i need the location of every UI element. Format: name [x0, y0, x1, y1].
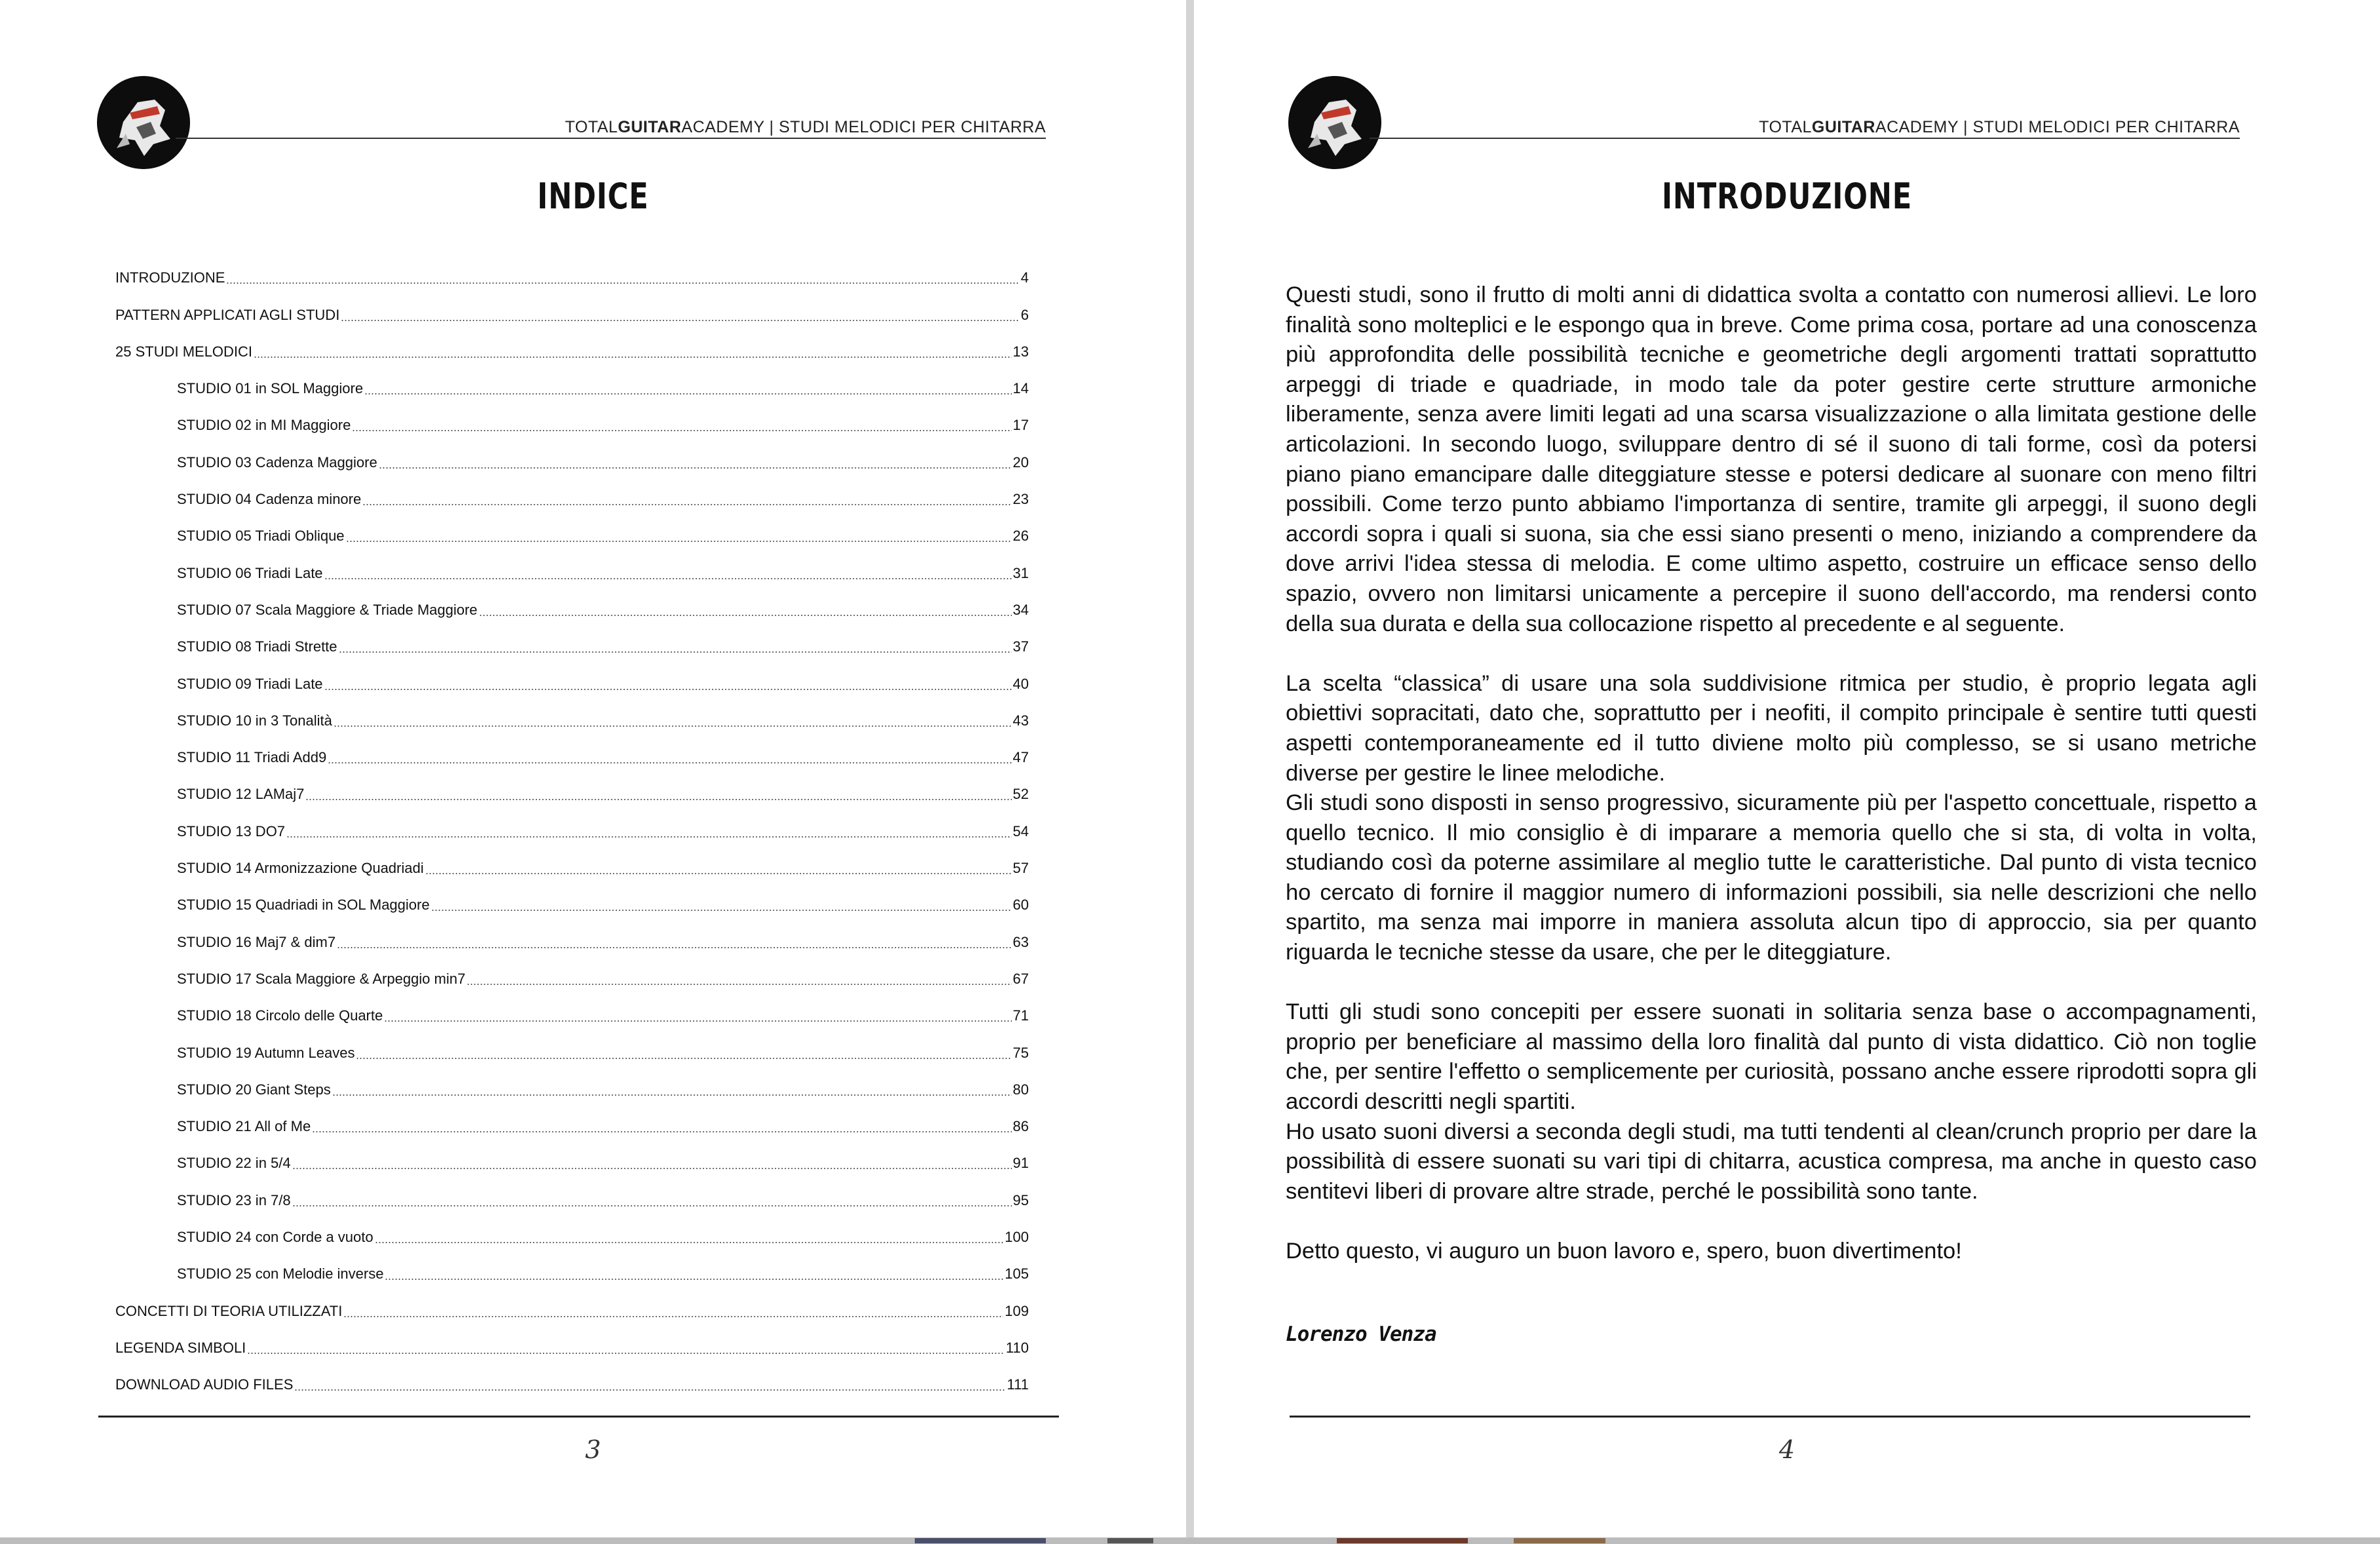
guitar-academy-logo — [1288, 76, 1381, 169]
toc-entry-label: STUDIO 07 Scala Maggiore & Triade Maggiore — [177, 601, 478, 618]
page-number: 4 — [1778, 1435, 1795, 1464]
toc-leader-dots — [324, 689, 1012, 690]
toc-leader-dots — [337, 947, 1011, 948]
toc-entry-label: STUDIO 16 Maj7 & dim7 — [177, 933, 336, 950]
toc-entry-label: STUDIO 13 DO7 — [177, 822, 286, 840]
toc-entry[interactable] — [115, 1292, 1029, 1328]
toc-entry-label: STUDIO 24 con Corde a vuoto — [177, 1229, 374, 1246]
toc-leader-dots — [362, 504, 1011, 505]
author-signature: Lorenzo Venza — [1286, 1322, 1436, 1346]
toc-entry-page: 43 — [1012, 712, 1029, 729]
running-header: TOTALGUITARACADEMY | STUDI MELODICI PER CHITARRA — [565, 118, 1046, 136]
toc-entry[interactable] — [115, 849, 1029, 886]
running-header: TOTALGUITARACADEMY | STUDI MELODICI PER CHITARRA — [1759, 118, 2240, 136]
toc-entry-page: 111 — [1007, 1376, 1029, 1393]
toc-entry[interactable] — [115, 1144, 1029, 1181]
toc-entry-page: 105 — [1005, 1265, 1029, 1283]
toc-entry[interactable] — [115, 1108, 1029, 1144]
toc-entry-page: 23 — [1012, 491, 1029, 508]
toc-entry[interactable] — [115, 923, 1029, 959]
page-title: INTRODUZIONE — [1661, 176, 1912, 217]
toc-entry-label: STUDIO 23 in 7/8 — [177, 1191, 291, 1208]
toc-entry[interactable] — [115, 517, 1029, 554]
toc-entry-page: 37 — [1012, 638, 1029, 655]
toc-entry-label: PATTERN APPLICATI AGLI STUDI — [115, 306, 340, 323]
toc-entry-page: 14 — [1012, 380, 1029, 397]
toc-entry-page: 17 — [1012, 417, 1029, 434]
toc-leader-dots — [356, 1058, 1011, 1059]
toc-entry-page: 63 — [1012, 933, 1029, 950]
toc-leader-dots — [467, 984, 1011, 985]
toc-leader-dots — [328, 762, 1011, 763]
toc-leader-dots — [343, 1316, 1003, 1317]
toc-entry-label: DOWNLOAD AUDIO FILES — [115, 1376, 294, 1393]
toc-leader-dots — [247, 1353, 1005, 1354]
header-rule — [176, 138, 1046, 139]
toc-entry-page: 52 — [1012, 786, 1029, 803]
toc-entry-page: 26 — [1012, 528, 1029, 545]
toc-leader-dots — [346, 541, 1012, 542]
toc-entry-page: 13 — [1012, 343, 1029, 360]
toc-entry[interactable] — [115, 997, 1029, 1033]
toc-entry-page: 86 — [1012, 1118, 1029, 1135]
intro-paragraph: Gli studi sono disposti in senso progressivo, sicuramente più per l'aspetto concettuale, rispetto a quello tecnico. Il mio consiglio è di imparare a memoria quello che si sta, di volta in volta, studiando così da poterne assimilare al meglio tutte le caratteristiche. Dal punto di vista tecnico ho cercato di fornire il maggior numero di informazioni possibili, sia nelle descrizioni che nello spartito, ma senza mai imporre in maniera assoluta alcun tipo di approccio, sia per quanto riguarda le tecniche stesse da usare, che per le diteggiature. — [1286, 790, 2257, 965]
toc-entry-page: 54 — [1012, 822, 1029, 840]
toc-entry[interactable] — [115, 480, 1029, 517]
toc-entry-page: 71 — [1012, 1007, 1029, 1024]
toc-entry[interactable] — [115, 1218, 1029, 1255]
toc-leader-dots — [375, 1242, 1004, 1243]
toc-leader-dots — [226, 282, 1019, 284]
toc-entry-page: 4 — [1020, 269, 1029, 286]
toc-leader-dots — [254, 357, 1011, 358]
toc-entry-page: 34 — [1012, 601, 1029, 618]
toc-entry[interactable] — [115, 960, 1029, 997]
toc-entry-label: LEGENDA SIMBOLI — [115, 1339, 246, 1356]
toc-leader-dots — [305, 799, 1011, 800]
toc-entry-label: STUDIO 01 in SOL Maggiore — [177, 380, 364, 397]
toc-entry-page: 110 — [1005, 1339, 1029, 1356]
page-4[interactable] — [1194, 0, 2380, 1537]
toc-entry-label: STUDIO 21 All of Me — [177, 1118, 311, 1135]
footer-rule — [98, 1416, 1059, 1418]
toc-entry-label: STUDIO 18 Circolo delle Quarte — [177, 1007, 383, 1024]
toc-entry-page: 57 — [1012, 860, 1029, 877]
toc-entry-label: STUDIO 11 Triadi Add9 — [177, 749, 327, 766]
toc-entry-page: 31 — [1012, 564, 1029, 581]
toc-entry-page: 75 — [1012, 1044, 1029, 1061]
toc-entry-label: STUDIO 20 Giant Steps — [177, 1081, 331, 1098]
toc-entry[interactable] — [115, 1181, 1029, 1218]
intro-paragraph: Detto questo, vi auguro un buon lavoro e, spero, buon divertimento! — [1286, 1239, 1962, 1264]
toc-entry-page: 91 — [1012, 1155, 1029, 1172]
toc-entry[interactable] — [115, 1329, 1029, 1366]
toc-entry[interactable] — [115, 443, 1029, 480]
intro-paragraph: Ho usato suoni diversi a seconda degli studi, ma tutti tendenti al clean/crunch proprio per dare la possibilità di essere suonati su vari tipi di chitarra, acustica compresa, ma anche in questo caso sentitevi liberi di provare altre strade, perché le possibilità sono tante. — [1286, 1119, 2257, 1204]
page-title: INDICE — [537, 176, 649, 217]
toc-entry[interactable] — [115, 702, 1029, 739]
toc-entry-label: STUDIO 10 in 3 Tonalità — [177, 712, 332, 729]
toc-entry[interactable] — [115, 333, 1029, 370]
intro-paragraph: Questi studi, sono il frutto di molti anni di didattica svolta a contatto con numerosi allievi. Le loro finalità sono molteplici e le espongo qua in breve. Come prima cosa, portare ad una conoscenza più approfondita delle possibilità tecniche e geometriche degli argomenti trattati soprattutto arpeggi di triade e quadriade, in modo tale da poter gestire certe strutture armoniche liberamente, senza avere limiti legati ad una scarsa visualizzazione o alla limitata gestione delle articolazioni. In secondo luogo, sviluppare dentro di sé il suono di tali forme, così da potersi piano piano emancipare dalle diteggiature stesse e potersi dedicare al suonare con meno filtri possibili. Come terzo punto abbiamo l'importanza di sentire, tramite gli arpeggi, il suono degli accordi sopra i quali si suona, sia che essi siano presenti o meno, iniziando a comprendere da dove arrivi l'idea stessa di melodia. E come ultimo aspetto, costruire un efficace senso dello spazio, ovvero non limitarsi unicamente a percepire il suono dell'accordo, ma rendersi conto della sua durata e della sua collocazione rispetto al precedente e al seguente. — [1286, 282, 2257, 636]
toc-entry[interactable] — [115, 259, 1029, 296]
toc-leader-dots — [384, 1020, 1011, 1022]
toc-leader-dots — [286, 836, 1011, 838]
intro-paragraph: La scelta “classica” di usare una sola suddivisione ritmica per studio, è proprio legata agli obiettivi sopracitati, dato che, soprattutto per i neofiti, il compito principale è sentire tutti questi aspetti contemporaneamente ed il tutto diviene molto più complesso, se si usano metriche diverse per gestire le linee melodiche. — [1286, 670, 2257, 786]
introduction-body — [1286, 280, 2257, 1267]
toc-entry-label: INTRODUZIONE — [115, 269, 225, 286]
toc-entry-label: STUDIO 25 con Melodie inverse — [177, 1265, 384, 1283]
toc-entry-page: 80 — [1012, 1081, 1029, 1098]
toc-leader-dots — [324, 578, 1012, 579]
toc-entry[interactable] — [115, 812, 1029, 849]
toc-entry-page: 100 — [1005, 1229, 1029, 1246]
toc-entry[interactable] — [115, 406, 1029, 443]
toc-entry-label: STUDIO 08 Triadi Strette — [177, 638, 337, 655]
toc-leader-dots — [292, 1205, 1012, 1206]
toc-entry[interactable] — [115, 1033, 1029, 1070]
toc-entry-label: STUDIO 05 Triadi Oblique — [177, 528, 345, 545]
toc-entry-page: 20 — [1012, 454, 1029, 471]
page-3[interactable] — [0, 0, 1186, 1537]
toc-leader-dots — [339, 651, 1012, 653]
toc-entry-label: STUDIO 04 Cadenza minore — [177, 491, 362, 508]
toc-entry[interactable] — [115, 591, 1029, 628]
toc-leader-dots — [352, 430, 1011, 431]
toc-entry[interactable] — [115, 554, 1029, 590]
guitar-logo-icon — [1288, 76, 1381, 169]
toc-leader-dots — [332, 1094, 1012, 1096]
toc-entry[interactable] — [115, 886, 1029, 923]
toc-leader-dots — [292, 1168, 1012, 1169]
toc-entry-page: 47 — [1012, 749, 1029, 766]
toc-entry[interactable] — [115, 1071, 1029, 1108]
toc-entry[interactable] — [115, 775, 1029, 812]
table-of-contents — [115, 259, 1029, 1402]
guitar-academy-logo — [97, 76, 190, 169]
toc-entry[interactable] — [115, 628, 1029, 665]
toc-entry-label: STUDIO 02 in MI Maggiore — [177, 417, 351, 434]
next-page-preview-strip — [0, 1537, 2380, 1544]
toc-entry-label: STUDIO 06 Triadi Late — [177, 564, 323, 581]
intro-paragraph: Tutti gli studi sono concepiti per essere suonati in solitaria senza base o accompagnamenti, proprio per beneficiare al massimo della loro finalità dal punto di vista didattico. Ciò non toglie che, per sentire l'effetto o semplicemente per curiosità, possano anche essere riprodotti sopra gli accordi descritti negli spartiti. — [1286, 999, 2257, 1115]
toc-leader-dots — [425, 873, 1012, 874]
toc-leader-dots — [334, 725, 1012, 727]
toc-entry[interactable] — [115, 1366, 1029, 1402]
toc-entry-page: 67 — [1012, 970, 1029, 987]
toc-entry[interactable] — [115, 296, 1029, 332]
header-rule — [1370, 138, 2240, 139]
toc-entry-label: STUDIO 17 Scala Maggiore & Arpeggio min7 — [177, 970, 466, 987]
toc-leader-dots — [294, 1389, 1005, 1391]
toc-entry[interactable] — [115, 665, 1029, 701]
page-number: 3 — [585, 1435, 602, 1464]
toc-leader-dots — [479, 615, 1012, 616]
toc-entry-page: 6 — [1020, 306, 1029, 323]
guitar-logo-icon — [97, 76, 190, 169]
page-gutter — [1186, 0, 1194, 1544]
toc-entry-page: 60 — [1012, 897, 1029, 914]
toc-entry-label: STUDIO 12 LAMaj7 — [177, 786, 305, 803]
toc-entry-label: CONCETTI DI TEORIA UTILIZZATI — [115, 1302, 343, 1319]
toc-leader-dots — [364, 393, 1011, 395]
toc-entry-label: STUDIO 19 Autumn Leaves — [177, 1044, 355, 1061]
toc-entry[interactable] — [115, 1255, 1029, 1292]
toc-entry-label: STUDIO 22 in 5/4 — [177, 1155, 291, 1172]
footer-rule — [1290, 1416, 2250, 1418]
toc-entry[interactable] — [115, 370, 1029, 406]
toc-entry-label: STUDIO 15 Quadriadi in SOL Maggiore — [177, 897, 430, 914]
toc-entry-label: STUDIO 03 Cadenza Maggiore — [177, 454, 377, 471]
toc-leader-dots — [341, 320, 1019, 321]
toc-entry-label: 25 STUDI MELODICI — [115, 343, 253, 360]
toc-entry-page: 109 — [1005, 1302, 1029, 1319]
toc-entry[interactable] — [115, 739, 1029, 775]
toc-entry-label: STUDIO 09 Triadi Late — [177, 675, 323, 692]
toc-entry-page: 95 — [1012, 1191, 1029, 1208]
toc-leader-dots — [312, 1131, 1011, 1132]
toc-entry-page: 40 — [1012, 675, 1029, 692]
toc-entry-label: STUDIO 14 Armonizzazione Quadriadi — [177, 860, 424, 877]
toc-leader-dots — [431, 910, 1012, 911]
toc-leader-dots — [379, 467, 1012, 469]
toc-leader-dots — [385, 1279, 1003, 1280]
